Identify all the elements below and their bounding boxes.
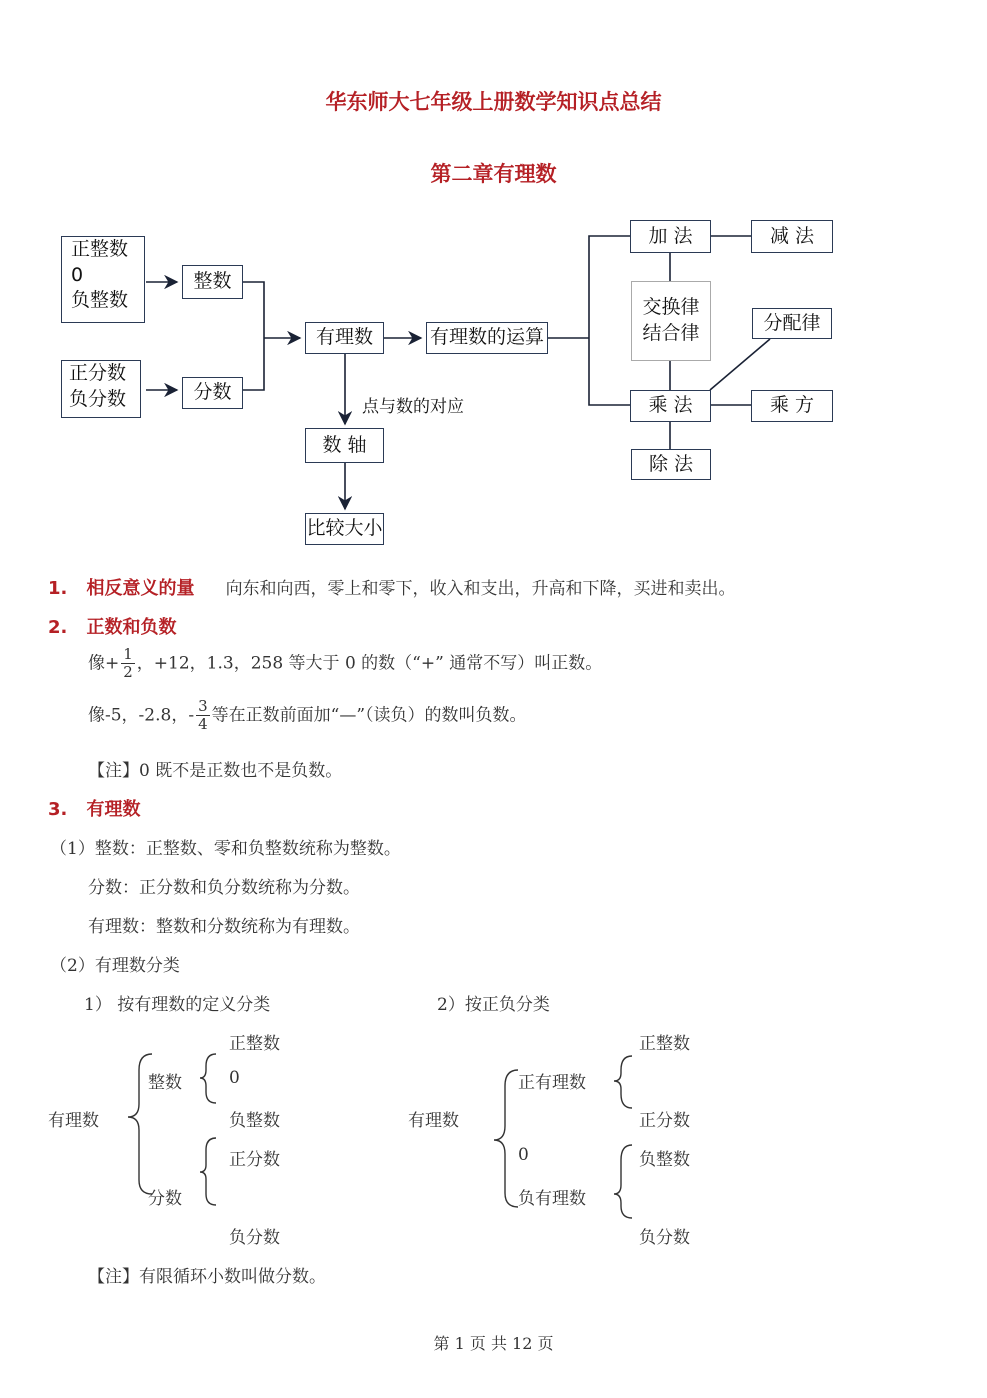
class1-root: 有理数	[48, 1111, 99, 1131]
section-3-fraction-def: 分数：正分数和负分数统称为分数。	[88, 878, 360, 898]
section-2-note: 【注】0 既不是正数也不是负数。	[88, 761, 343, 781]
class1-positive-fraction: 正分数	[229, 1150, 280, 1170]
label-associative: 结合律	[642, 322, 700, 344]
page-title: 华东师大七年级上册数学知识点总结	[325, 90, 662, 114]
box-compare: 比较大小	[305, 513, 384, 545]
box-subtract: 减 法	[751, 220, 833, 253]
page-footer: 第 1 页 共 12 页	[433, 1334, 554, 1353]
class2-negative-fraction: 负分数	[639, 1228, 690, 1248]
class1-positive-integer: 正整数	[229, 1034, 280, 1054]
box-distributive: 分配律	[752, 308, 832, 339]
label-positive-integer: 正整数	[71, 238, 129, 260]
box-number-line: 数 轴	[305, 428, 384, 463]
class1-fraction: 分数	[148, 1189, 182, 1209]
class2-positive-rational: 正有理数	[518, 1073, 586, 1093]
class1-negative-fraction: 负分数	[229, 1228, 280, 1248]
class2-positive-integer: 正整数	[639, 1034, 690, 1054]
class2-root: 有理数	[408, 1111, 459, 1131]
negative-line-start: 像-5，-2.8，-	[88, 705, 195, 726]
section-3-rational-def: 有理数：整数和分数统称为有理数。	[88, 917, 360, 937]
box-divide: 除 法	[631, 449, 711, 480]
positive-line-end: ，+12，1.3，258 等大于 0 的数（“+” 通常不写）叫正数。	[136, 653, 603, 674]
label-negative-integer: 负整数	[71, 289, 129, 312]
brace-integer	[200, 1054, 216, 1103]
label-commutative: 交换律	[642, 296, 700, 319]
fraction-numerator: 1	[123, 645, 133, 663]
section-2-heading: 正数和负数	[86, 617, 177, 638]
section-3-note: 【注】有限循环小数叫做分数。	[88, 1267, 326, 1287]
class2-zero: 0	[518, 1145, 529, 1165]
box-operations: 有理数的运算	[426, 322, 548, 354]
fraction-numerator: 3	[198, 697, 208, 715]
class1-zero: 0	[229, 1068, 240, 1088]
box-rational: 有理数	[305, 322, 384, 354]
section-3-heading: 有理数	[86, 799, 141, 820]
box-multiply: 乘 法	[630, 390, 711, 422]
section-3-integer-def: （1）整数：正整数、零和负整数统称为整数。	[50, 839, 401, 859]
box-power: 乘 方	[751, 390, 833, 422]
class1-negative-integer: 负整数	[229, 1111, 280, 1131]
fraction-denominator: 2	[123, 663, 133, 682]
chapter-title: 第二章有理数	[430, 162, 557, 186]
label-zero: 0	[71, 263, 84, 286]
brace-negative-rational	[614, 1145, 632, 1218]
arrow-label-point-number: 点与数的对应	[362, 397, 464, 417]
class2-positive-fraction: 正分数	[639, 1111, 690, 1131]
box-add: 加 法	[630, 220, 711, 253]
classification-by-sign: 2）按正负分类	[437, 995, 550, 1015]
classification-by-definition: 1） 按有理数的定义分类	[84, 995, 271, 1015]
brace-fraction	[200, 1138, 216, 1205]
positive-line-start: 像+	[88, 653, 120, 674]
section-3-number: 3.	[48, 799, 68, 820]
box-integer: 整数	[182, 265, 243, 299]
label-positive-fraction: 正分数	[69, 362, 127, 384]
section-2-number: 2.	[48, 617, 68, 638]
fraction-denominator: 4	[198, 715, 208, 734]
section-1-text: 向东和向西，零上和零下，收入和支出，升高和下降，买进和卖出。	[225, 579, 736, 599]
brace-positive-rational	[614, 1056, 632, 1108]
class2-negative-integer: 负整数	[639, 1150, 690, 1170]
class1-integer: 整数	[148, 1073, 182, 1093]
section-1-heading: 相反意义的量	[86, 578, 195, 599]
section-3-classification: （2）有理数分类	[50, 956, 180, 976]
class2-negative-rational: 负有理数	[518, 1189, 586, 1209]
label-negative-fraction: 负分数	[69, 387, 127, 410]
brace-rational-2	[494, 1070, 518, 1207]
negative-line-end: 等在正数前面加“—”（读负）的数叫负数。	[211, 705, 527, 726]
section-1-number: 1.	[48, 578, 68, 599]
box-fraction: 分数	[182, 377, 243, 409]
